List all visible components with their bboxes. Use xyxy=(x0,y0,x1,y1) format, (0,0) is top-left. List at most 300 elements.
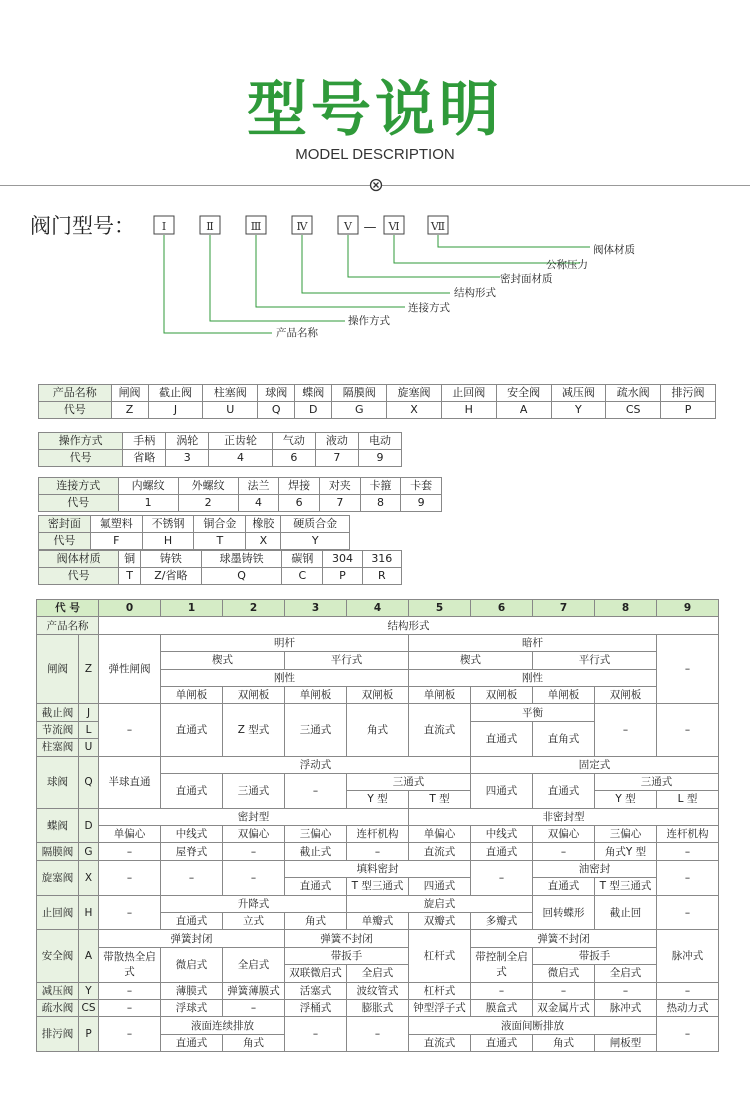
callout-product-name: 产品名称 xyxy=(276,327,318,339)
table-cell: – xyxy=(595,982,657,999)
table-cell: – xyxy=(99,1017,161,1052)
table-cell: 手柄 xyxy=(123,433,166,450)
product-code-table xyxy=(38,384,716,419)
table-cell: U xyxy=(203,402,258,419)
table-row xyxy=(37,895,719,912)
table-cell: 疏水阀 xyxy=(606,385,661,402)
table-cell: 单偏心 xyxy=(99,826,161,843)
table-cell: 暗杆 xyxy=(409,634,657,651)
table-cell: 减压阀 xyxy=(551,385,606,402)
table-cell: L 型 xyxy=(657,791,719,808)
table-cell: Q xyxy=(258,402,295,419)
table-cell: 焊接 xyxy=(279,478,320,495)
table-cell: 四通式 xyxy=(409,878,471,895)
connection-code-table xyxy=(38,477,442,512)
table-cell: 304 xyxy=(323,551,362,568)
table-cell: C xyxy=(282,568,323,585)
table-cell: 节流阀 xyxy=(37,721,79,738)
box-3-label: Ⅲ xyxy=(250,220,262,233)
table-cell: 卡套 xyxy=(401,478,442,495)
table-cell: 脉冲式 xyxy=(657,930,719,982)
table-cell: 碳钢 xyxy=(282,551,323,568)
table-cell: 带扳手 xyxy=(285,947,409,964)
table-cell: 角式 xyxy=(285,913,347,930)
table-cell: 楔式 xyxy=(161,652,285,669)
table-cell: 4 xyxy=(238,495,279,512)
table-cell: – xyxy=(347,1017,409,1052)
table-row xyxy=(39,495,442,512)
table-row xyxy=(39,385,716,402)
table-cell: 涡轮 xyxy=(166,433,209,450)
table-cell: 结构形式 xyxy=(99,617,719,634)
table-cell: 四通式 xyxy=(471,773,533,808)
table-cell: 6 xyxy=(279,495,320,512)
table-cell: 隔膜阀 xyxy=(37,843,79,860)
table-cell: 双闸板 xyxy=(595,686,657,703)
divider-cross-icon xyxy=(369,178,383,192)
table-cell: A xyxy=(79,930,99,982)
table-cell: 代号 xyxy=(39,495,119,512)
table-cell: 气动 xyxy=(272,433,315,450)
table-cell: 双瓣式 xyxy=(409,913,471,930)
table-cell: 连接方式 xyxy=(39,478,119,495)
table-cell: Y 型 xyxy=(595,791,657,808)
table-cell: – xyxy=(285,1017,347,1052)
table-cell: 平行式 xyxy=(533,652,657,669)
table-cell: 微启式 xyxy=(533,965,595,982)
table-cell: 密封型 xyxy=(99,808,409,825)
table-cell: 7 xyxy=(315,450,358,467)
table-cell: 三偏心 xyxy=(285,826,347,843)
table-cell: – xyxy=(657,860,719,895)
table-cell: Q xyxy=(201,568,281,585)
table-cell: 安全阀 xyxy=(37,930,79,982)
table-cell: 外螺纹 xyxy=(178,478,238,495)
body-code-table xyxy=(38,550,402,585)
table-row xyxy=(37,617,719,634)
table-cell: Z xyxy=(111,402,148,419)
table-cell: 内螺纹 xyxy=(118,478,178,495)
table-cell: 钟型浮子式 xyxy=(409,999,471,1016)
table-cell: 硬质合金 xyxy=(281,516,350,533)
table-cell: 直通式 xyxy=(161,913,223,930)
table-cell: J xyxy=(148,402,203,419)
table-cell: 产品名称 xyxy=(37,617,99,634)
table-cell: 卡箍 xyxy=(360,478,401,495)
table-cell: 直流式 xyxy=(409,704,471,756)
table-cell: – xyxy=(223,999,285,1016)
table-cell: 双联微启式 xyxy=(285,965,347,982)
table-cell: 直通式 xyxy=(533,773,595,808)
table-cell: – xyxy=(471,860,533,895)
table-cell: P xyxy=(323,568,362,585)
table-row xyxy=(37,982,719,999)
table-cell: 7 xyxy=(320,495,361,512)
table-cell: T xyxy=(119,568,140,585)
table-cell: 双闸板 xyxy=(347,686,409,703)
table-cell: – xyxy=(99,704,161,756)
table-cell: 316 xyxy=(362,551,401,568)
table-cell: 1 xyxy=(118,495,178,512)
table-cell: 双偏心 xyxy=(533,826,595,843)
table-cell: 立式 xyxy=(223,913,285,930)
table-cell: 中线式 xyxy=(161,826,223,843)
table-cell: G xyxy=(332,402,387,419)
table-row xyxy=(37,843,719,860)
box-1-label: Ⅰ xyxy=(161,220,167,233)
table-cell: 三通式 xyxy=(595,773,719,790)
table-cell: 直通式 xyxy=(161,704,223,756)
table-cell: 双金属片式 xyxy=(533,999,595,1016)
table-cell: 闸阀 xyxy=(111,385,148,402)
table-cell: 9 xyxy=(358,450,401,467)
table-cell: – xyxy=(99,843,161,860)
table-cell: 双偏心 xyxy=(223,826,285,843)
table-cell: – xyxy=(347,843,409,860)
table-cell: 0 xyxy=(99,600,161,617)
table-cell: 角式 xyxy=(533,1034,595,1051)
table-cell: – xyxy=(285,773,347,808)
table-cell: 平行式 xyxy=(285,652,409,669)
callout-body-material: 阀体材质 xyxy=(593,244,635,256)
table-cell: Y xyxy=(281,533,350,550)
table-cell: 杠杆式 xyxy=(409,982,471,999)
table-cell: 截止回 xyxy=(595,895,657,930)
table-row xyxy=(39,402,716,419)
table-row xyxy=(37,860,719,877)
table-cell: 直流式 xyxy=(409,1034,471,1051)
table-cell: 浮球式 xyxy=(161,999,223,1016)
table-cell: 填料密封 xyxy=(285,860,471,877)
table-cell: 9 xyxy=(657,600,719,617)
table-cell: 截止式 xyxy=(285,843,347,860)
table-cell: H xyxy=(142,533,194,550)
table-cell: 代号 xyxy=(39,533,91,550)
model-dash: — xyxy=(363,220,377,235)
table-cell: 三通式 xyxy=(347,773,471,790)
table-cell: 带控制全启式 xyxy=(471,947,533,982)
table-cell: 8 xyxy=(360,495,401,512)
table-cell: 波纹管式 xyxy=(347,982,409,999)
table-cell: – xyxy=(223,860,285,895)
table-cell: J xyxy=(79,704,99,721)
table-cell: 操作方式 xyxy=(39,433,123,450)
table-cell: 液面连续排放 xyxy=(161,1017,285,1034)
table-cell: 单闸板 xyxy=(285,686,347,703)
table-cell: 平衡 xyxy=(471,704,595,721)
table-cell: 氟塑料 xyxy=(90,516,142,533)
table-cell: 弹性闸阀 xyxy=(99,634,161,704)
table-cell: Q xyxy=(79,756,99,808)
table-cell: 闸阀 xyxy=(37,634,79,704)
table-cell: Z 型式 xyxy=(223,704,285,756)
table-cell: 油密封 xyxy=(533,860,657,877)
box-4-label: Ⅳ xyxy=(296,220,308,233)
table-cell: 疏水阀 xyxy=(37,999,79,1016)
table-cell: 单闸板 xyxy=(161,686,223,703)
table-cell: 杠杆式 xyxy=(409,930,471,982)
table-cell: – xyxy=(657,704,719,756)
table-cell: 产品名称 xyxy=(39,385,112,402)
table-cell: 单偏心 xyxy=(409,826,471,843)
table-cell: 阀体材质 xyxy=(39,551,119,568)
callout-connection: 连接方式 xyxy=(408,302,450,314)
table-row xyxy=(39,568,402,585)
table-cell: X xyxy=(387,402,442,419)
table-cell: 柱塞阀 xyxy=(37,739,79,756)
table-cell: 止回阀 xyxy=(37,895,79,930)
table-cell: 闸板型 xyxy=(595,1034,657,1051)
table-cell: 膜盒式 xyxy=(471,999,533,1016)
table-cell: 回转蝶形 xyxy=(533,895,595,930)
table-cell: A xyxy=(496,402,551,419)
table-cell: 2 xyxy=(223,600,285,617)
table-row xyxy=(37,704,719,721)
page-subtitle: MODEL DESCRIPTION xyxy=(295,146,455,163)
table-cell: 三通式 xyxy=(285,704,347,756)
table-cell: 直通式 xyxy=(285,878,347,895)
table-cell: – xyxy=(99,895,161,930)
table-cell: 液面间断排放 xyxy=(409,1017,657,1034)
table-cell: 连杆机构 xyxy=(347,826,409,843)
table-cell: 单闸板 xyxy=(409,686,471,703)
table-cell: 代号 xyxy=(39,402,112,419)
table-row xyxy=(37,999,719,1016)
table-cell: – xyxy=(657,1017,719,1052)
table-row xyxy=(37,947,719,964)
table-cell: – xyxy=(99,999,161,1016)
seal-code-table xyxy=(38,515,350,550)
model-code-diagram xyxy=(0,195,750,345)
table-cell: 屋脊式 xyxy=(161,843,223,860)
table-cell: 直通式 xyxy=(161,773,223,808)
table-cell: – xyxy=(533,982,595,999)
table-cell: 截止阀 xyxy=(37,704,79,721)
table-cell: G xyxy=(79,843,99,860)
table-cell: 直通式 xyxy=(471,721,533,756)
table-cell: 角式 xyxy=(223,1034,285,1051)
table-row xyxy=(37,1017,719,1034)
table-cell: L xyxy=(79,721,99,738)
callout-pressure: 公称压力 xyxy=(546,259,588,271)
table-cell: Z xyxy=(79,634,99,704)
table-cell: 升降式 xyxy=(161,895,347,912)
table-cell: 代号 xyxy=(39,450,123,467)
table-cell: – xyxy=(657,982,719,999)
table-row xyxy=(39,450,402,467)
table-cell: 1 xyxy=(161,600,223,617)
table-cell: X xyxy=(79,860,99,895)
table-cell: 弹簧不封闭 xyxy=(285,930,409,947)
table-cell: 中线式 xyxy=(471,826,533,843)
table-cell: 球墨铸铁 xyxy=(201,551,281,568)
box-6-label: Ⅵ xyxy=(388,220,400,233)
table-cell: R xyxy=(362,568,401,585)
table-cell: 铜 xyxy=(119,551,140,568)
table-cell: 弹簧封闭 xyxy=(99,930,285,947)
callout-structure: 结构形式 xyxy=(454,287,496,299)
table-row xyxy=(39,433,402,450)
table-cell: 对夹 xyxy=(320,478,361,495)
table-cell: – xyxy=(657,634,719,704)
table-cell: 排污阀 xyxy=(661,385,716,402)
table-cell: 刚性 xyxy=(409,669,657,686)
box-2-label: Ⅱ xyxy=(206,220,214,233)
callout-seal-material: 密封面材质 xyxy=(500,273,553,285)
table-cell: 电动 xyxy=(358,433,401,450)
table-cell: 角式 xyxy=(347,704,409,756)
table-cell: U xyxy=(79,739,99,756)
table-cell: 球阀 xyxy=(37,756,79,808)
table-cell: 微启式 xyxy=(161,947,223,982)
table-cell: 法兰 xyxy=(238,478,279,495)
table-cell: 隔膜阀 xyxy=(332,385,387,402)
table-cell: 双闸板 xyxy=(471,686,533,703)
table-row xyxy=(39,551,402,568)
table-cell: 省略 xyxy=(123,450,166,467)
table-cell: T 型三通式 xyxy=(347,878,409,895)
table-cell: 直通式 xyxy=(161,1034,223,1051)
table-cell: – xyxy=(99,982,161,999)
table-row xyxy=(37,826,719,843)
table-cell: 减压阀 xyxy=(37,982,79,999)
table-row xyxy=(37,930,719,947)
table-cell: 不锈钢 xyxy=(142,516,194,533)
table-cell: 旋塞阀 xyxy=(387,385,442,402)
table-cell: 刚性 xyxy=(161,669,409,686)
table-row xyxy=(39,533,350,550)
table-cell: 止回阀 xyxy=(441,385,496,402)
table-cell: 铸铁 xyxy=(140,551,201,568)
table-cell: 固定式 xyxy=(471,756,719,773)
table-cell: 5 xyxy=(409,600,471,617)
table-cell: 旋启式 xyxy=(347,895,533,912)
table-cell: 浮动式 xyxy=(161,756,471,773)
table-cell: CS xyxy=(606,402,661,419)
table-cell: 2 xyxy=(178,495,238,512)
table-cell: 膨胀式 xyxy=(347,999,409,1016)
operation-code-table xyxy=(38,432,402,467)
table-cell: Z/省略 xyxy=(140,568,201,585)
table-cell: 带扳手 xyxy=(533,947,657,964)
table-cell: 三偏心 xyxy=(595,826,657,843)
table-cell: 8 xyxy=(595,600,657,617)
table-cell: 铜合金 xyxy=(194,516,246,533)
table-cell: 柱塞阀 xyxy=(203,385,258,402)
table-cell: 液动 xyxy=(315,433,358,450)
table-cell: 脉冲式 xyxy=(595,999,657,1016)
model-label: 阀门型号： xyxy=(30,214,135,238)
table-cell: 截止阀 xyxy=(148,385,203,402)
table-row xyxy=(37,756,719,773)
table-cell: 全启式 xyxy=(347,965,409,982)
table-cell: 浮桶式 xyxy=(285,999,347,1016)
table-cell: 安全阀 xyxy=(496,385,551,402)
table-cell: – xyxy=(657,843,719,860)
table-cell: 蝶阀 xyxy=(37,808,79,843)
table-cell: – xyxy=(595,704,657,756)
table-cell: 直流式 xyxy=(409,843,471,860)
table-cell: 单瓣式 xyxy=(347,913,409,930)
table-cell: – xyxy=(657,895,719,930)
structure-table xyxy=(36,599,719,1052)
table-cell: 6 xyxy=(471,600,533,617)
table-cell: Y xyxy=(79,982,99,999)
table-cell: F xyxy=(90,533,142,550)
table-cell: 橡胶 xyxy=(246,516,281,533)
table-cell: Y xyxy=(551,402,606,419)
table-cell: D xyxy=(295,402,332,419)
table-cell: 直通式 xyxy=(533,878,595,895)
table-cell: 3 xyxy=(285,600,347,617)
table-cell: 弹簧薄膜式 xyxy=(223,982,285,999)
table-row xyxy=(37,634,719,651)
table-cell: 多瓣式 xyxy=(471,913,533,930)
table-cell: H xyxy=(441,402,496,419)
table-cell: 角式Y 型 xyxy=(595,843,657,860)
table-cell: 直角式 xyxy=(533,721,595,756)
table-cell: H xyxy=(79,895,99,930)
table-cell: 非密封型 xyxy=(409,808,719,825)
table-cell: T 型三通式 xyxy=(595,878,657,895)
page-title: 型号说明 xyxy=(247,75,503,145)
table-cell: X xyxy=(246,533,281,550)
box-5-label: Ⅴ xyxy=(344,220,352,233)
table-row xyxy=(39,516,350,533)
table-row xyxy=(37,808,719,825)
table-cell: 连杆机构 xyxy=(657,826,719,843)
table-cell: 旋塞阀 xyxy=(37,860,79,895)
table-cell: – xyxy=(471,982,533,999)
table-cell: P xyxy=(661,402,716,419)
table-cell: – xyxy=(533,843,595,860)
table-cell: 9 xyxy=(401,495,442,512)
table-cell: CS xyxy=(79,999,99,1016)
table-cell: 4 xyxy=(347,600,409,617)
table-cell: P xyxy=(79,1017,99,1052)
table-cell: 3 xyxy=(166,450,209,467)
table-cell: 直通式 xyxy=(471,843,533,860)
table-cell: 热动力式 xyxy=(657,999,719,1016)
table-cell: 明杆 xyxy=(161,634,409,651)
table-row xyxy=(37,600,719,617)
table-cell: T 型 xyxy=(409,791,471,808)
table-cell: – xyxy=(223,843,285,860)
table-cell: 半球直通 xyxy=(99,756,161,808)
table-cell: – xyxy=(99,860,161,895)
table-cell: Y 型 xyxy=(347,791,409,808)
table-cell: 正齿轮 xyxy=(209,433,273,450)
table-cell: 活塞式 xyxy=(285,982,347,999)
table-cell: 密封面 xyxy=(39,516,91,533)
box-7-label: Ⅶ xyxy=(430,220,446,233)
table-cell: 薄膜式 xyxy=(161,982,223,999)
table-cell: 4 xyxy=(209,450,273,467)
table-row xyxy=(39,478,442,495)
table-cell: 带散热全启式 xyxy=(99,947,161,982)
table-cell: 楔式 xyxy=(409,652,533,669)
table-cell: 排污阀 xyxy=(37,1017,79,1052)
table-cell: 双闸板 xyxy=(223,686,285,703)
table-cell: 三通式 xyxy=(223,773,285,808)
table-cell: 球阀 xyxy=(258,385,295,402)
table-cell: 代号 xyxy=(39,568,119,585)
table-cell: 单闸板 xyxy=(533,686,595,703)
table-cell: 全启式 xyxy=(595,965,657,982)
table-cell: 直通式 xyxy=(471,1034,533,1051)
table-cell: 7 xyxy=(533,600,595,617)
table-cell: 6 xyxy=(272,450,315,467)
